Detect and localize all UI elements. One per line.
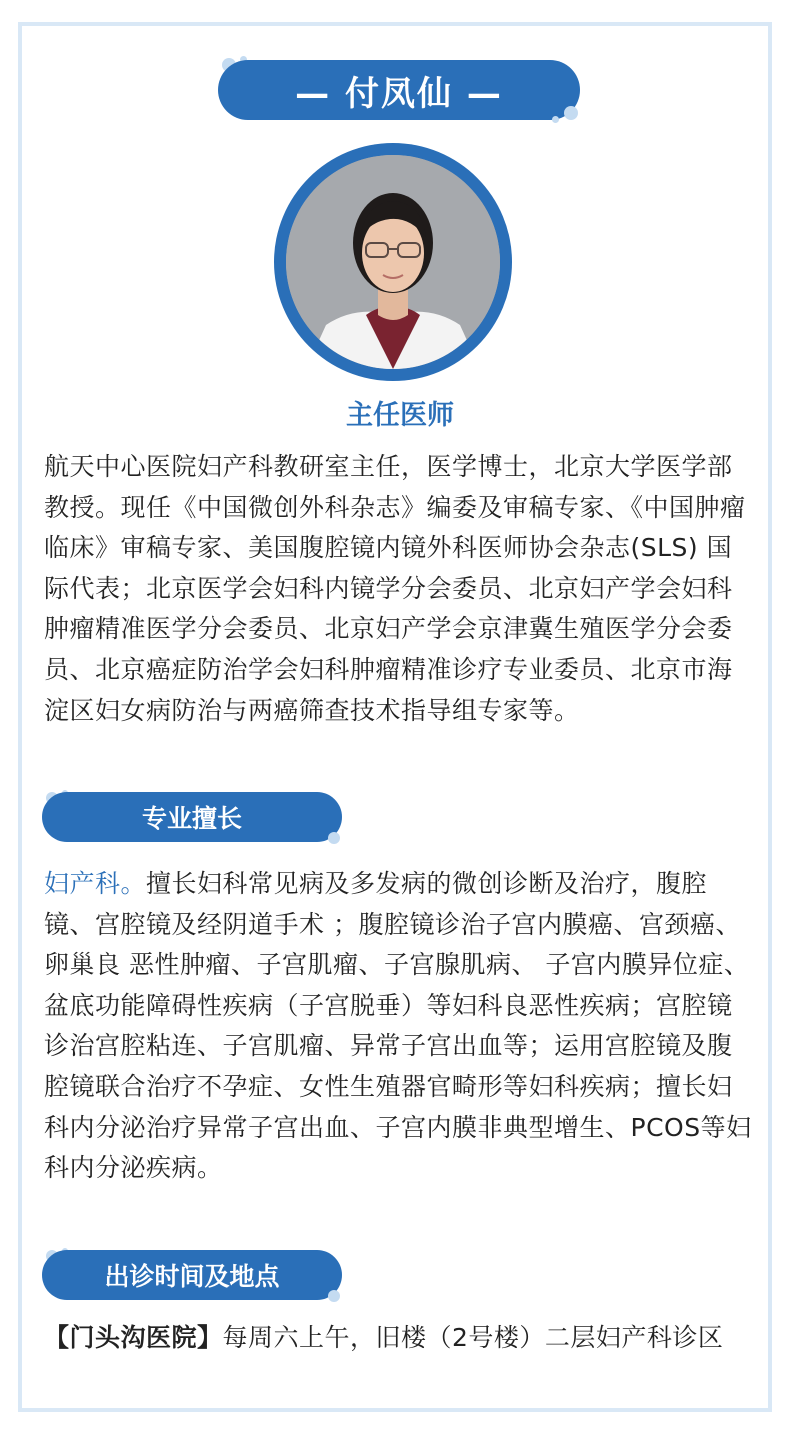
decor-dot [328, 1290, 340, 1302]
specialty-text: 擅长妇科常见病及多发病的微创诊断及治疗，腹腔镜、宫腔镜及经阴道手术 ；腹腔镜诊治子宫内膜癌、宫颈癌、卵巢良 恶性肿瘤、子宫肌瘤、子宫腺肌病、 子宫内膜异位症、盆底功能障碍性疾病（子宫脱垂）等妇科良恶性疾病；宫腔镜诊治宫腔粘连、子宫肌瘤、异常子宫出血等；运用宫腔镜及腹腔镜联合治疗不孕症、女性生殖器官畸形等妇科疾病；擅长妇科内分泌治疗异常子宫出血、子宫内膜非典型增生、PCOS等妇科内分泌疾病。 [44, 869, 752, 1183]
doctor-portrait-icon [286, 155, 500, 369]
specialty-dept: 妇产科。 [44, 869, 147, 898]
doctor-name: — 付凤仙 — [218, 60, 580, 120]
section-heading-specialty: 专业擅长 [42, 792, 342, 842]
avatar [286, 155, 500, 369]
decor-dot [328, 832, 340, 844]
doctor-intro: 航天中心医院妇产科教研室主任，医学博士，北京大学医学部教授。现任《中国微创外科杂志》编委及审稿专家、《中国肿瘤临床》审稿专家、美国腹腔镜内镜外科医师协会杂志(SLS) 国际代表；北京医学会妇科内镜学分会委员、北京妇产学会妇科肿瘤精准医学分会委员、北京妇产学会京津冀生殖医学分会委员、北京癌症防治学会妇科肿瘤精准诊疗专业委员、北京市海淀区妇女病防治与两癌筛查技术指导组专家等。 [44, 452, 746, 725]
doctor-title: 主任医师 [346, 400, 454, 431]
clinic-text: 每周六上午，旧楼（2号楼）二层妇产科诊区 [222, 1323, 724, 1352]
decor-dot [552, 116, 559, 123]
clinic-hospital: 【门头沟医院】 [44, 1323, 223, 1352]
decor-dot [564, 106, 578, 120]
clinic-body [44, 1318, 756, 1359]
section-heading-clinic: 出诊时间及地点 [42, 1250, 342, 1300]
specialty-body [44, 864, 756, 1189]
